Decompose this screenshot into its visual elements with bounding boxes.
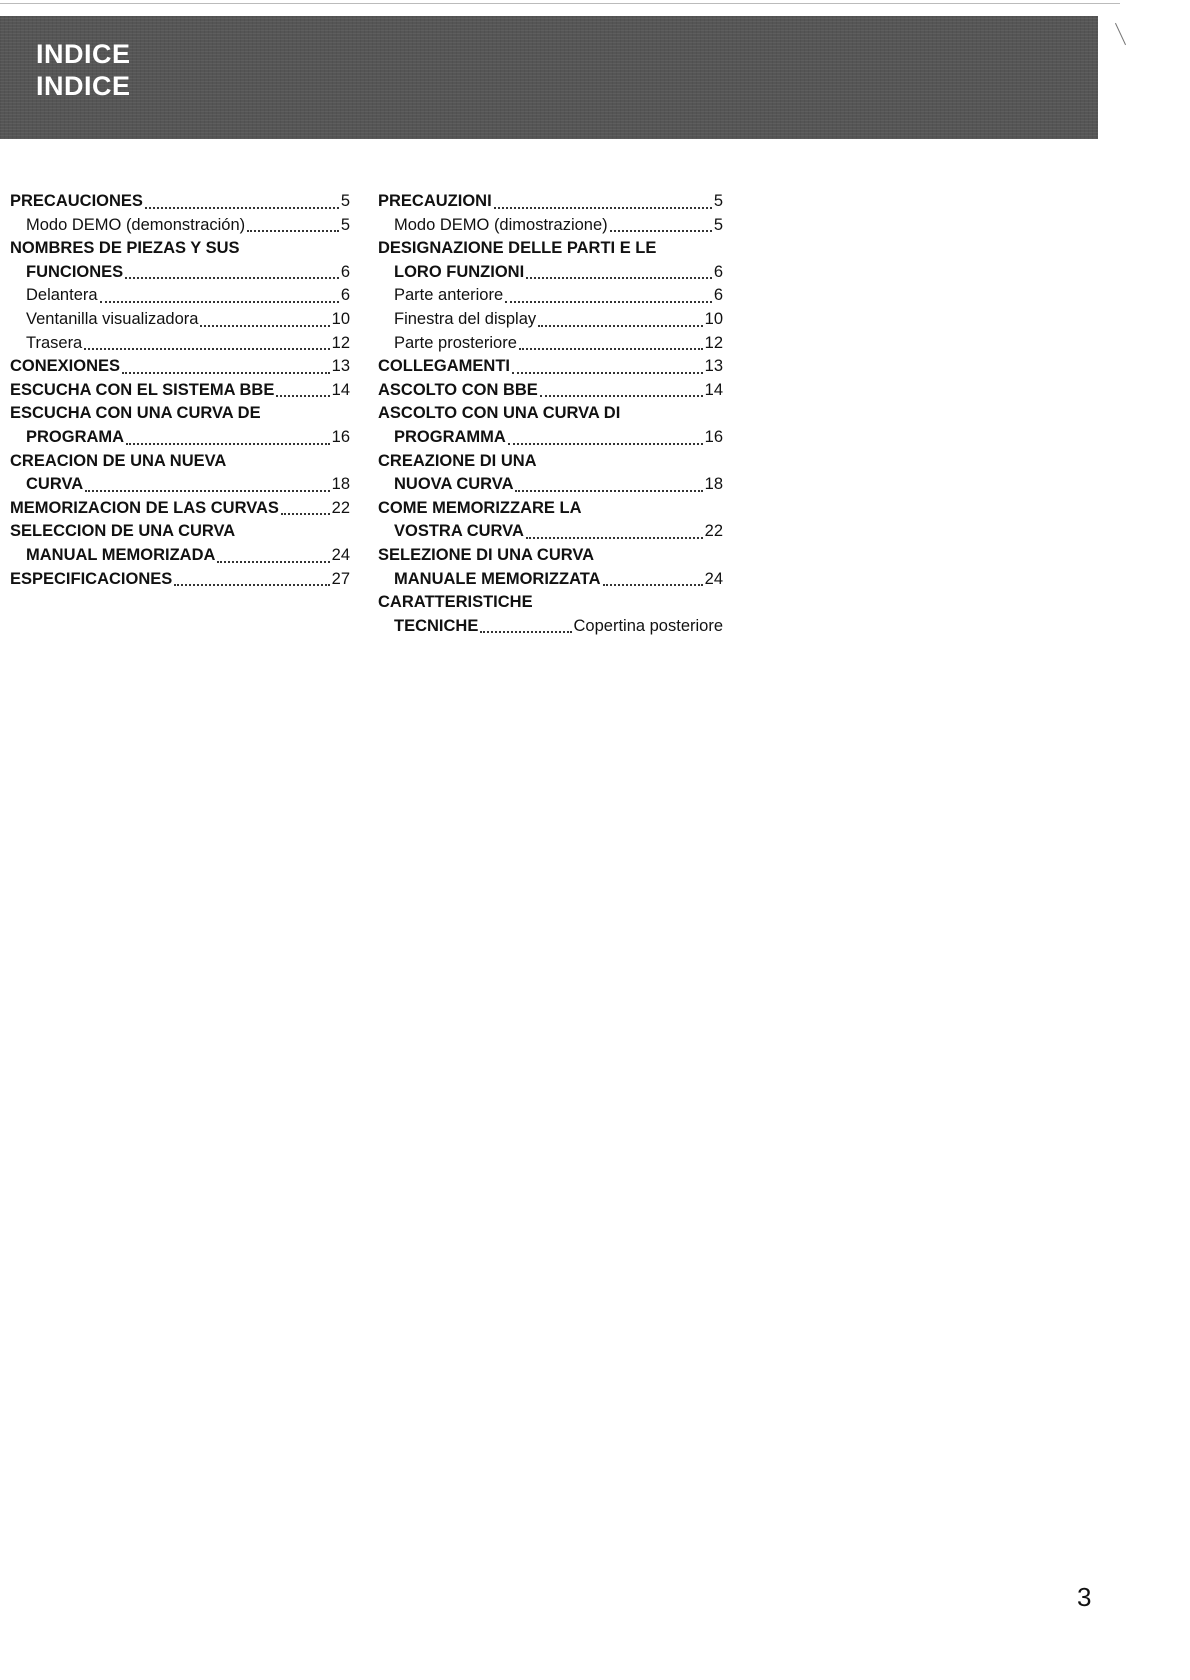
toc-leader-dots [519,348,703,350]
toc-entry [10,308,350,332]
toc-entry-page: 16 [704,427,723,446]
toc-entry-title: TECNICHE [394,616,479,635]
toc-entry-page: 14 [331,380,350,399]
toc-leader-dots [281,513,330,515]
toc-entry [10,261,350,285]
toc-entry [378,284,723,308]
toc-leader-dots [145,207,339,209]
toc-entry-title: Trasera [26,333,83,352]
header-band [0,16,1098,139]
toc-entry-page: 6 [713,286,723,305]
toc-entry-page: 6 [713,262,723,281]
toc-entry [378,355,723,379]
toc-entry-page: 5 [340,192,350,210]
toc-entry-title: CURVA [26,475,84,494]
toc-entry-title: SELECCION DE UNA CURVA [10,522,236,541]
toc-entry [378,379,723,403]
toc-leader-dots [247,230,339,232]
toc-entry-title: ESPECIFICACIONES [10,569,173,588]
toc-leader-dots [84,348,329,350]
toc-leader-dots [610,230,712,232]
toc-leader-dots [200,325,329,327]
toc-column-italian [378,190,723,638]
toc-entry-title: CONEXIONES [10,357,121,376]
toc-entry-title: Modo DEMO (demonstración) [26,215,246,234]
toc-entry [10,450,350,474]
toc-entry-title: Finestra del display [394,309,537,328]
toc-entry [378,332,723,356]
toc-leader-dots [100,301,339,303]
toc-entry-title: ESCUCHA CON UNA CURVA DE [10,404,261,423]
toc-leader-dots [85,490,329,492]
toc-leader-dots [512,372,703,374]
top-rule [0,3,1120,4]
toc-entry-page: 10 [331,309,350,328]
toc-leader-dots [126,443,330,445]
toc-entry-page: 6 [340,286,350,305]
toc-entry [378,261,723,285]
toc-entry [378,615,723,639]
toc-entry-title: Delantera [26,286,98,305]
toc-entry-page: 18 [704,475,723,494]
toc-leader-dots [125,277,339,279]
toc-entry-title: COME MEMORIZZARE LA [378,498,582,517]
toc-entry [10,520,350,544]
toc-entry-page: Copertina posteriore [573,616,723,635]
toc-entry [378,190,723,214]
toc-entry-title: Modo DEMO (dimostrazione) [394,215,608,234]
toc-entry-page: 12 [704,333,723,352]
toc-entry-page: 16 [331,427,350,446]
header-title-es: INDICE [36,39,131,69]
toc-leader-dots [508,443,703,445]
toc-entry [378,450,723,474]
toc-entry-page: 13 [331,357,350,376]
toc-entry [10,402,350,426]
toc-entry-title: ASCOLTO CON UNA CURVA DI [378,404,621,423]
toc-entry-page: 5 [713,215,723,234]
toc-entry-title: PROGRAMMA [394,427,506,446]
toc-entry-page: 22 [331,498,350,517]
toc-entry [378,214,723,238]
toc-entry [378,308,723,332]
toc-entry-title: Parte prosteriore [394,333,517,352]
toc-entry [10,544,350,568]
toc-entry-page: 24 [331,545,350,564]
toc-entry [10,497,350,521]
toc-entry [10,568,350,592]
toc-entry-page: 22 [704,522,723,541]
toc-entry-title: NOMBRES DE PIEZAS Y SUS [10,239,240,258]
toc-entry-page: 14 [704,380,723,399]
toc-entry [378,520,723,544]
toc-leader-dots [526,277,712,279]
toc-entry [378,568,723,592]
toc-entry-title: CARATTERISTICHE [378,593,533,612]
toc-entry [10,214,350,238]
toc-entry-title: COLLEGAMENTI [378,357,510,376]
toc-entry [378,473,723,497]
toc-entry-title: PROGRAMA [26,427,125,446]
toc-entry-title: NUOVA CURVA [394,475,514,494]
toc-leader-dots [526,537,703,539]
scan-mark [1115,23,1126,45]
toc-leader-dots [480,631,571,633]
toc-entry [10,473,350,497]
toc-entry [10,284,350,308]
toc-entry-title: CREAZIONE DI UNA [378,451,537,470]
toc-entry [378,591,723,615]
toc-entry [378,544,723,568]
toc-entry-page: 27 [331,569,350,588]
toc-leader-dots [540,395,703,397]
toc-entry-title: ASCOLTO CON BBE [378,380,538,399]
toc-entry-title: DESIGNAZIONE DELLE PARTI E LE [378,239,657,258]
toc-entry [10,355,350,379]
toc-entry-page: 10 [704,309,723,328]
toc-leader-dots [276,395,329,397]
toc-entry [10,379,350,403]
toc-entry-page: 24 [704,569,723,588]
toc-entry-title: CREACION DE UNA NUEVA [10,451,227,470]
header-title-it: INDICE [36,71,131,101]
toc-leader-dots [122,372,330,374]
toc-entry-page: 5 [713,192,723,210]
toc-entry-title: FUNCIONES [26,262,124,281]
toc-entry-title: MEMORIZACION DE LAS CURVAS [10,498,279,517]
toc-entry-title: PRECAUZIONI [378,192,492,210]
toc-entry-page: 13 [704,357,723,376]
toc-entry-title: MANUAL MEMORIZADA [26,545,216,564]
page-number: 3 [1077,1582,1092,1612]
toc-leader-dots [217,561,329,563]
toc-entry [378,426,723,450]
toc-entry [378,237,723,261]
toc-leader-dots [174,584,329,586]
toc-entry [10,190,350,214]
toc-entry-title: Parte anteriore [394,286,504,305]
toc-entry [10,426,350,450]
toc-leader-dots [538,325,702,327]
toc-entry-title: ESCUCHA CON EL SISTEMA BBE [10,380,275,399]
toc-entry-page: 6 [340,262,350,281]
toc-entry-title: Ventanilla visualizadora [26,309,199,328]
toc-leader-dots [494,207,712,209]
toc-entry [10,237,350,261]
toc-entry [10,332,350,356]
toc-leader-dots [603,584,703,586]
toc-entry-page: 12 [331,333,350,352]
toc-entry [378,497,723,521]
toc-entry [378,402,723,426]
toc-entry-title: SELEZIONE DI UNA CURVA [378,545,595,564]
toc-entry-page: 18 [331,475,350,494]
toc-column-spanish [10,190,350,591]
toc-entry-title: VOSTRA CURVA [394,522,524,541]
toc-entry-page: 5 [340,215,350,234]
toc-entry-title: PRECAUCIONES [10,192,143,210]
toc-entry-title: LORO FUNZIONI [394,262,525,281]
toc-leader-dots [505,301,712,303]
toc-leader-dots [515,490,702,492]
toc-entry-title: MANUALE MEMORIZZATA [394,569,601,588]
